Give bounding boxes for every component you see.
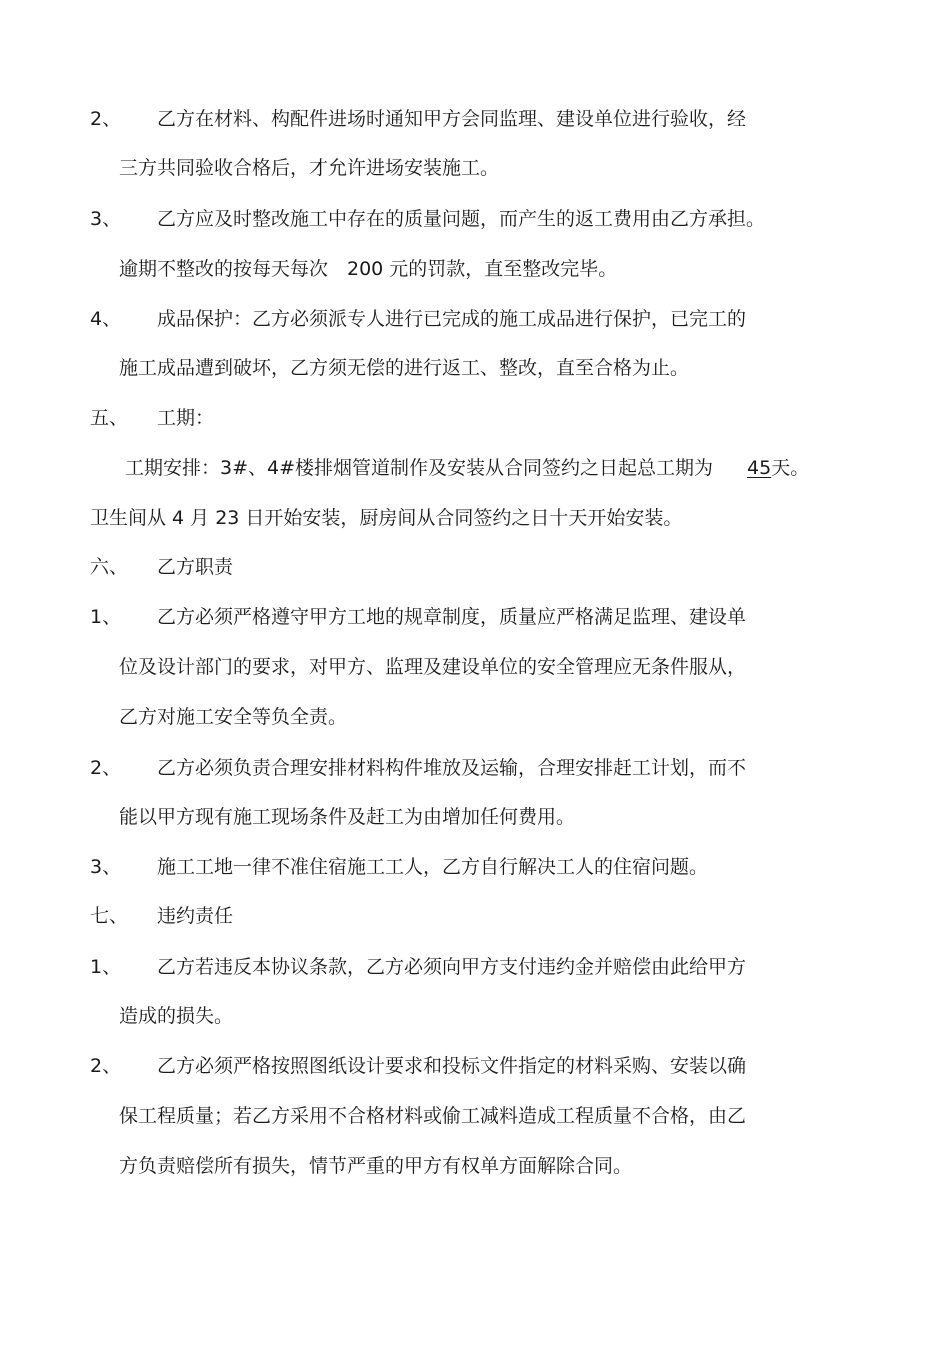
clause-number: 1、 [90, 606, 122, 628]
clause-text: 乙方若违反本协议条款，乙方必须向甲方支付违约金并赔偿由此给甲方 [157, 956, 747, 978]
clause-text: 乙方在材料、构配件进场时通知甲方会同监理、建设单位进行验收，经 [157, 108, 747, 130]
schedule-detail: 卫生间从 4 月 23 日开始安装，厨房间从合同签约之日十天开始安装。 [90, 507, 683, 529]
clause-text: 施工工地一律不准住宿施工工人，乙方自行解决工人的住宿问题。 [157, 856, 709, 878]
clause-text: 成品保护：乙方必须派专人进行已完成的施工成品进行保护，已完工的 [157, 308, 747, 330]
clause-text: 乙方应及时整改施工中存在的质量问题，而产生的返工费用由乙方承担。 [157, 208, 766, 230]
clause-continuation: 保工程质量；若乙方采用不合格材料或偷工减料造成工程质量不合格，由乙 [119, 1105, 747, 1127]
clause-text: 乙方必须负责合理安排材料构件堆放及运输，合理安排赶工计划，而不 [157, 757, 747, 779]
section-title: 违约责任 [157, 905, 234, 927]
clause-number: 2、 [90, 1055, 122, 1077]
section-number: 七、 [90, 905, 129, 927]
section-number: 五、 [90, 407, 129, 429]
clause-number: 3、 [90, 856, 122, 878]
clause-continuation: 能以甲方现有施工现场条件及赶工为由增加任何费用。 [119, 806, 576, 828]
clause-number: 2、 [90, 757, 122, 779]
clause-number: 2、 [90, 108, 122, 130]
clause-continuation: 乙方对施工安全等负全责。 [119, 706, 348, 728]
clause-text: 乙方必须严格按照图纸设计要求和投标文件指定的材料采购、安装以确 [157, 1055, 747, 1077]
clause-continuation: 造成的损失。 [119, 1005, 234, 1027]
clause-continuation: 施工成品遭到破坏，乙方须无偿的进行返工、整改，直至合格为止。 [119, 357, 690, 379]
clause-text: 乙方必须严格遵守甲方工地的规章制度，质量应严格满足监理、建设单 [157, 606, 747, 628]
section-number: 六、 [90, 556, 129, 578]
clause-number: 4、 [90, 308, 122, 330]
duration-days: 45 [747, 457, 772, 479]
clause-continuation: 方负责赔偿所有损失，情节严重的甲方有权单方面解除合同。 [119, 1155, 633, 1177]
section-title: 工期： [157, 407, 215, 429]
schedule-line [125, 454, 809, 482]
clause-continuation: 三方共同验收合格后，才允许进场安装施工。 [119, 157, 500, 179]
schedule-suffix: 天。 [771, 457, 810, 479]
section-title: 乙方职责 [157, 556, 234, 578]
clause-number: 1、 [90, 956, 122, 978]
clause-number: 3、 [90, 208, 122, 230]
clause-continuation: 逾期不整改的按每天每次 200 元的罚款，直至整改完毕。 [119, 258, 618, 280]
clause-continuation: 位及设计部门的要求，对甲方、监理及建设单位的安全管理应无条件服从， [119, 656, 747, 678]
schedule-text: 工期安排：3#、4#楼排烟管道制作及安装从合同签约之日起总工期为 [125, 457, 714, 479]
